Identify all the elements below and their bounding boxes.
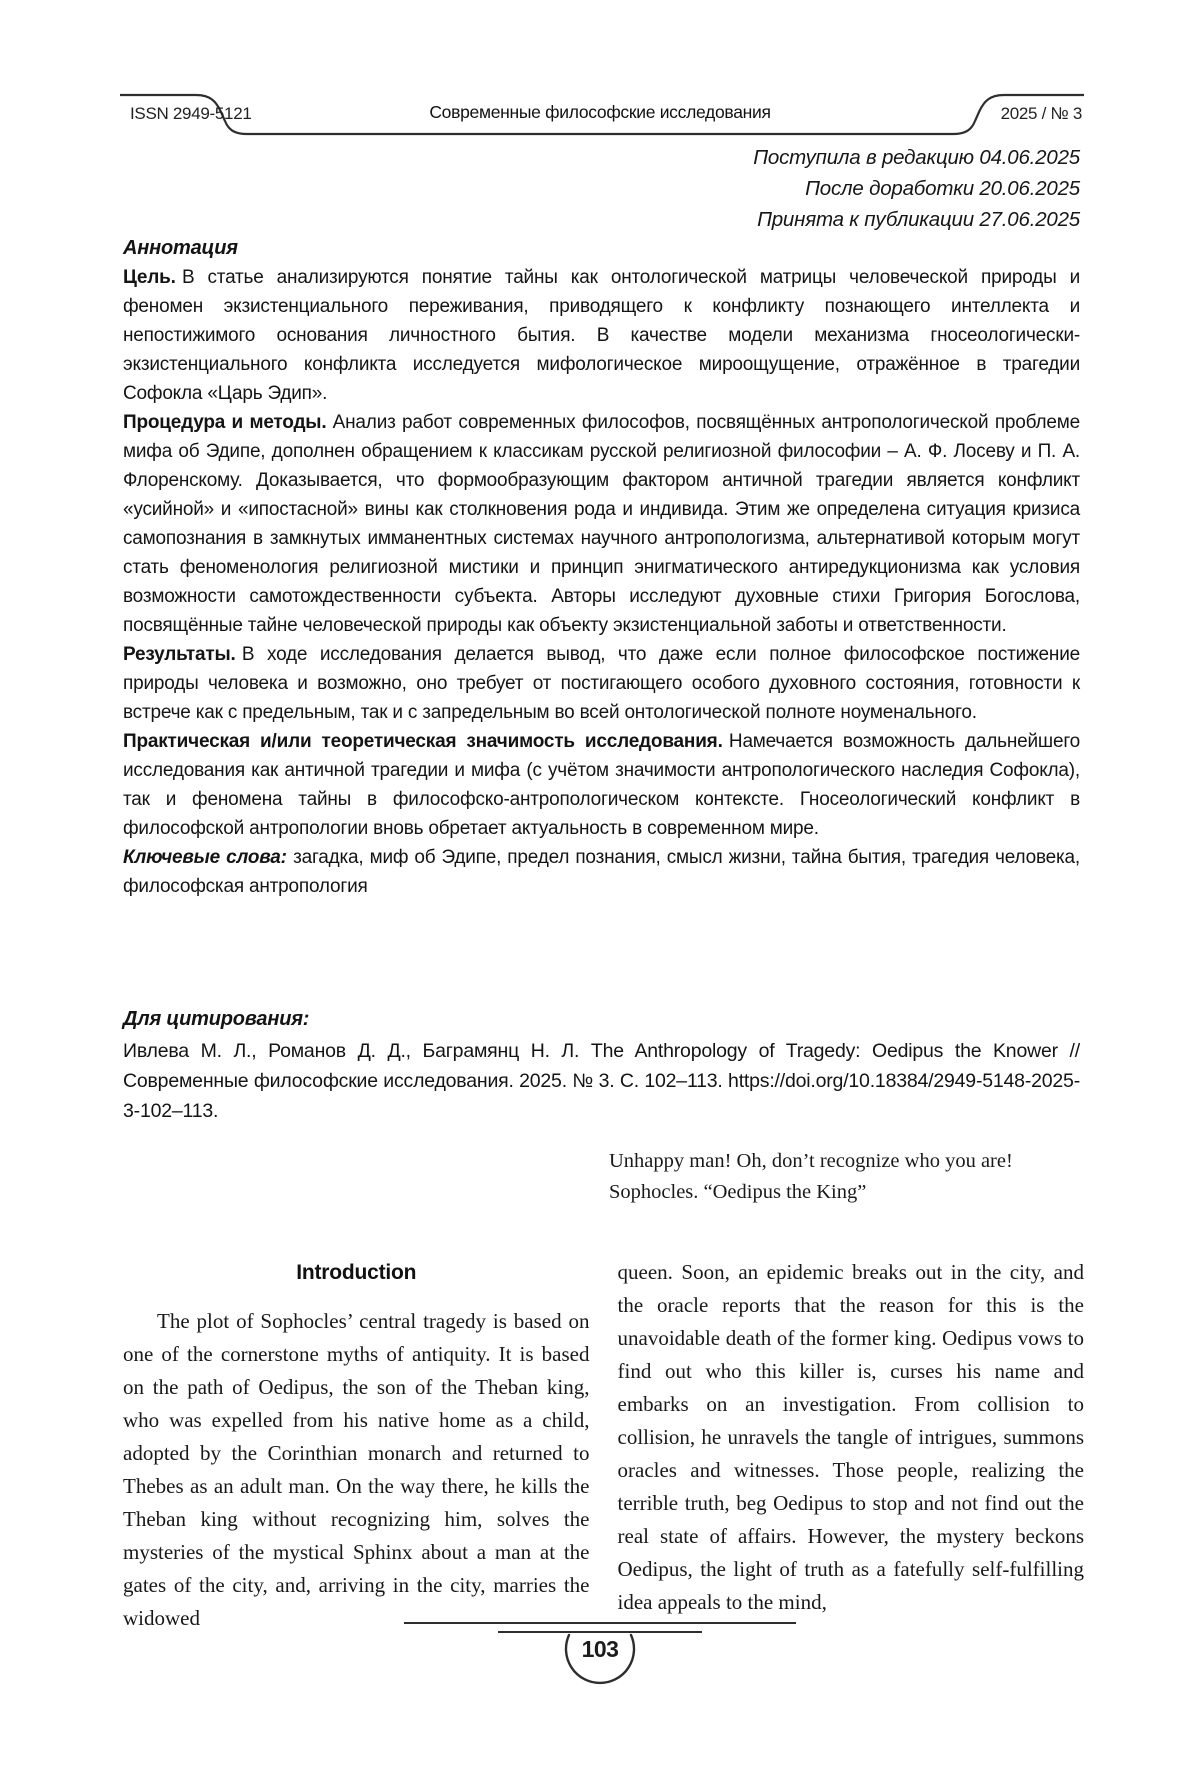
paragraph-text: Намечается возможность дальнейшего исследования как античной трагедии и мифа (с учётом значимости антропологического наследия Софокла), так и феномена тайны в философско-антропологическом контексте. Гносеологический конфликт в философской антропологии вновь обретает актуальность в современном мире. bbox=[123, 731, 1081, 839]
page-footer bbox=[0, 1622, 1200, 1689]
citation-label: Для цитирования: bbox=[123, 1008, 310, 1030]
page-number: 103 bbox=[581, 1636, 619, 1662]
paragraph-text: В статье анализируются понятие тайны как онтологической матрицы человеческой природы и феномен экзистенциального переживания, приводящего к конфликту познающего интеллекта и непостижимого основания личностного бытия. В качестве модели механизма гносеологически-экзистенциального конфликта исследуется мифологическое мироощущение, отражённое в трагедии Софокла «Царь Эдип». bbox=[123, 267, 1080, 404]
paragraph-text: Анализ работ современных философов, посвящённых антропологической проблеме мифа об Эдипе, дополнен обращением к классикам русской религиозной философии – А. Ф. Лосеву и П. А. Флоренскому. Доказывается, что формообразующим фактором античной трагедии является конфликт «усийной» и «ипостасной» вины как столкновения рода и индивида. Этим же определена ситуация кризиса самопознания в замкнутых имманентных системах научного антропологизма, альтернативой которым могут стать феноменология религиозной мистики и принцип энигматического антиредукционизма как условия возможности самотождественности субъекта. Авторы исследуют духовные стихи Григория Богослова, посвящённые тайне человеческой природы как объекту экзистенциальной заботы и ответственности. bbox=[123, 412, 1080, 636]
abstract-paragraph-significance bbox=[123, 727, 1080, 843]
footer-rule-long bbox=[404, 1622, 796, 1624]
abstract-paragraph-methods bbox=[123, 408, 1080, 640]
paragraph-label: Процедура и методы. bbox=[123, 412, 327, 433]
date-received: Поступила в редакцию 04.06.2025 bbox=[753, 146, 1080, 169]
left-column bbox=[123, 1256, 590, 1635]
page-header bbox=[0, 0, 1200, 142]
journal-title: Современные философские исследования bbox=[429, 102, 771, 122]
right-column-text: queen. Soon, an epidemic breaks out in the city, and the oracle reports that the reason for this is the unavoidable death of the former king. Oedipus vows to find out who this killer is, curses his name and embarks on an investigation. From collision to collision, he unravels the tangle of intrigues, summons oracles and witnesses. Those people, realizing the terrible truth, beg Oedipus to stop and not find out the real state of affairs. However, the mystery beckons Oedipus, the light of truth as a fatefully self-fulfilling idea appeals to the mind, bbox=[617, 1260, 1084, 1614]
issue-label: 2025 / № 3 bbox=[1000, 104, 1082, 123]
citation-text: Ивлева М. Л., Романов Д. Д., Баграмянц Н. Л. The Anthropology of Tragedy: Oedipus the Knower // Современные философские исследования. 2025. № 3. С. 102–113. https://doi.org/10.18384/2949-5148-2025-3-102–113. bbox=[123, 1040, 1080, 1122]
right-column bbox=[618, 1256, 1085, 1635]
paragraph-label: Практическая и/или теоретическая значимость исследования. bbox=[123, 731, 723, 752]
submission-dates bbox=[123, 142, 1080, 235]
left-column-text: The plot of Sophocles’ central tragedy is based on one of the cornerstone myths of antiquity. It is based on the path of Oedipus, the son of the Theban king, who was expelled from his native home as a child, adopted by the Corinthian monarch and returned to Thebes as an adult man. On the way there, he kills the Theban king without recognizing him, solves the mysteries of the mystical Sphinx about a man at the gates of the city, and, arriving in the city, marries the widowed bbox=[123, 1309, 590, 1630]
citation-section bbox=[123, 1004, 1080, 1126]
page-number-badge bbox=[550, 1633, 650, 1689]
paragraph-label: Цель. bbox=[123, 267, 176, 288]
main-text bbox=[123, 1256, 1084, 1635]
abstract-paragraph-results bbox=[123, 640, 1080, 727]
epigraph-attribution: Sophocles. “Oedipus the King” bbox=[609, 1181, 867, 1203]
date-accepted: Принята к публикации 27.06.2025 bbox=[757, 208, 1080, 231]
epigraph-quote: Unhappy man! Oh, don’t recognize who you are! bbox=[609, 1150, 1013, 1172]
keywords-paragraph bbox=[123, 843, 1080, 901]
keywords-text: загадка, миф об Эдипе, предел познания, смысл жизни, тайна бытия, трагедия человека, философская антропология bbox=[123, 847, 1080, 897]
abstract-paragraph-goal bbox=[123, 263, 1080, 408]
issn-label: ISSN 2949-5121 bbox=[130, 104, 252, 123]
date-revised: После доработки 20.06.2025 bbox=[805, 177, 1080, 200]
abstract-title: Аннотация bbox=[123, 237, 238, 259]
paragraph-text: В ходе исследования делается вывод, что даже если полное философское постижение природы человека и возможно, оно требует от постигающего особого духовного состояния, готовности к встрече как с предельным, так и с запредельным во всей онтологической полноте ноуменального. bbox=[123, 644, 1080, 723]
keywords-label: Ключевые слова: bbox=[123, 847, 287, 868]
paragraph-label: Результаты. bbox=[123, 644, 236, 665]
epigraph bbox=[609, 1146, 1013, 1208]
abstract-section bbox=[123, 234, 1080, 901]
section-heading-introduction: Introduction bbox=[296, 1261, 417, 1284]
